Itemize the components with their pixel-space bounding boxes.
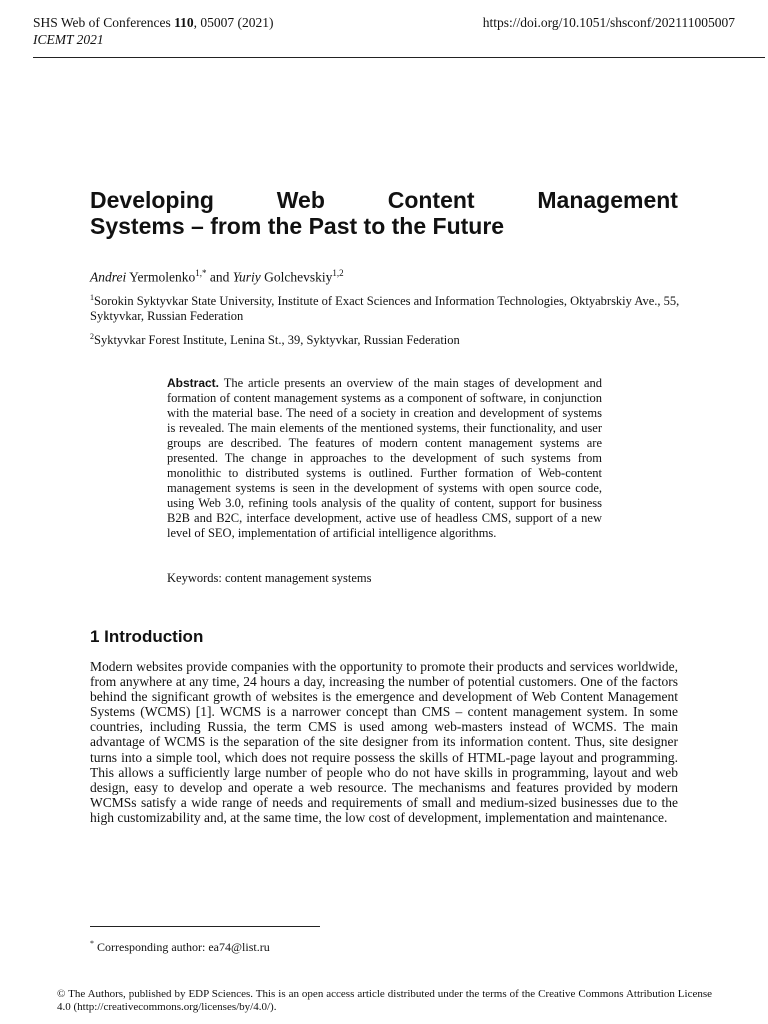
author-conjunction: and: [206, 269, 233, 285]
author-2-last-name: Golchevskiy: [260, 269, 333, 285]
author-list: [90, 265, 344, 286]
author-1-affiliation-marker: 1,*: [195, 268, 207, 278]
title-word: Developing: [90, 187, 214, 213]
title-line-2: Systems – from the Past to the Future: [90, 213, 505, 239]
footnote-text: Corresponding author: ea74@list.ru: [94, 940, 270, 954]
journal-citation: [33, 14, 274, 31]
header-left: [33, 14, 274, 48]
author-2-affiliation-marker: 1,2: [332, 268, 344, 278]
section-heading: 1 Introduction: [90, 627, 204, 646]
abstract-label: Abstract.: [167, 376, 220, 390]
journal-volume: 110: [174, 15, 194, 30]
journal-name: SHS Web of Conferences: [33, 15, 175, 30]
section-body: Modern websites provide companies with the opportunity to promote their products and services worldwide, from anywhere at any time, 24 hours a day, increasing the number of potential customers. One of the factors behind the significant growth of websites is the emergence and development of Web Content Management Systems (WCMS) [1]. WCMS is a narrower concept than CMS – content management system. In some countries, including Russia, the term CMS is used among web-masters instead of WCMS. The main advantage of WCMS is the separation of the site designer from its information content. Thus, site designer turns into a simple tool, which does not require possess the skills of HTML-page layout and programming. This allows a sufficiently large number of people who do not have skills in programming, layout and web design, easy to develop and operate a web resource. The mechanisms and features provided by modern WCMSs satisfy a wide range of needs and requirements of small and medium-sized businesses due to the high customizability and, at the same time, the low cost of development, implementation and maintenance.: [90, 659, 678, 825]
title-word: Content: [387, 187, 475, 213]
footnote-marker: *: [90, 939, 94, 948]
author-1-last-name: Yermolenko: [126, 269, 196, 285]
header-divider: [33, 57, 765, 58]
paper-title: [90, 187, 678, 239]
abstract: [167, 376, 602, 541]
affiliation-marker: 1: [90, 293, 94, 302]
abstract-text: The article presents an overview of the main stages of development and formation of content management systems as a component of software, in conjunction with the material base. The need of a society in creation and development of systems is revealed. The main elements of the mentioned systems, their functionality, and user groups are described. The features of modern content management systems are presented. The change in approaches to the development of such systems from monolithic to distributed systems is outlined. Further formation of Web-content management systems is seen in the development of systems with open source code, using Web 3.0, refining tools analysis of the quality of content, support for business B2B and B2C, interface development, active use of headless CMS, support of a new level of SEO, implementation of artificial intelligence algorithms.: [167, 376, 602, 540]
title-word: Management: [537, 187, 678, 213]
title-line-1: [90, 187, 678, 213]
affiliation-text: Syktyvkar Forest Institute, Lenina St., 39, Syktyvkar, Russian Federation: [94, 333, 460, 348]
footnote: [90, 936, 270, 955]
affiliation-2: [90, 329, 690, 348]
keywords: Keywords: content management systems: [167, 571, 372, 585]
author-2-first-name: Yuriy: [232, 269, 261, 285]
conference-name: ICEMT 2021: [33, 32, 104, 47]
doi-link[interactable]: https://doi.org/10.1051/shsconf/202111005007: [482, 15, 735, 30]
author-1-first-name: Andrei: [90, 269, 127, 285]
affiliation-1: [90, 290, 690, 324]
article-reference: , 05007 (2021): [193, 15, 274, 30]
title-word: Web: [276, 187, 325, 213]
affiliation-marker: 2: [90, 332, 94, 341]
footnote-divider: [90, 926, 320, 927]
license-footer: © The Authors, published by EDP Sciences. This is an open access article distributed under the terms of the Creative Commons Attribution License 4.0 (http://creativecommons.org/licenses/by/4.0/).: [57, 988, 712, 1013]
affiliation-text: Sorokin Syktyvkar State University, Institute of Exact Sciences and Information Technologies, Oktyabrskiy Ave., 55, Syktyvkar, Russian Federation: [90, 294, 680, 324]
